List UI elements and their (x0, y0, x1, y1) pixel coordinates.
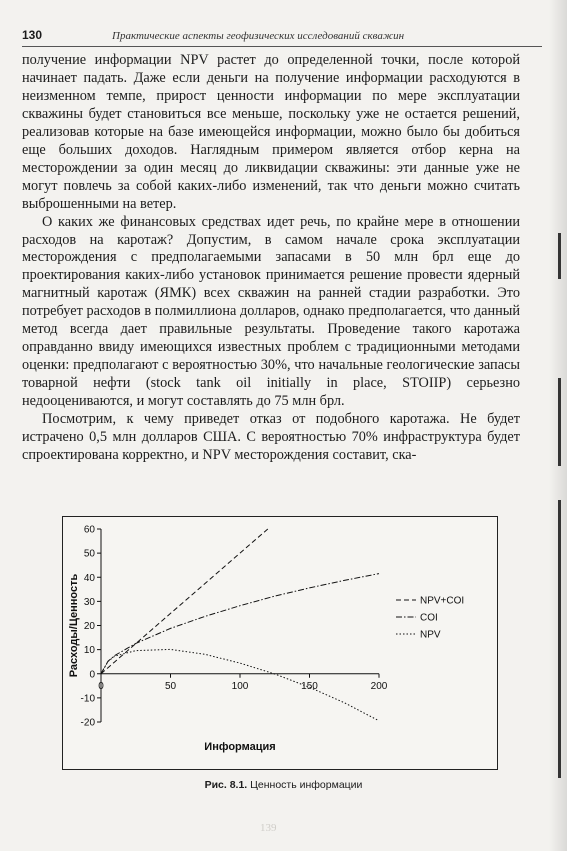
x-tick-label: 150 (301, 680, 318, 692)
header-rule (22, 46, 542, 47)
x-axis-label: Информация (204, 741, 276, 753)
x-tick-label: 100 (231, 680, 249, 692)
figure-frame (62, 516, 498, 770)
y-tick-label: 0 (89, 669, 95, 681)
y-tick-label: 50 (83, 548, 95, 560)
y-tick-label: 20 (83, 621, 95, 632)
legend-label: NPV+COI (420, 595, 465, 607)
margin-mark (558, 233, 561, 279)
y-tick-label: -10 (80, 693, 95, 705)
x-tick-label: 50 (164, 680, 177, 692)
y-axis-label: Расходы/Ценность (68, 573, 80, 678)
value-of-information-chart (63, 517, 497, 769)
caption-label: Рис. 8.1. (204, 779, 248, 791)
x-tick-label: 200 (370, 680, 388, 692)
y-tick-label: 30 (83, 596, 95, 608)
paragraph-1: получение информации NPV растет до определенной точки, после которой начинает падать. Даже если деньги на получение информации расходуются в неизменном темпе, прирост ценности информации по мере эксплуатации скважины будет становиться все меньше, поскольку уже не остается решений, реализовав которые на базе имеющейся информации, можно было бы добиться еще больших доходов. Наглядным примером является отбор керна на месторождении за один месяц до ликвидации скважины: эти данные уже не могут повлечь за собой каких-либо изменений, так что деньги можно считать выброшенными на ветер. (22, 52, 520, 212)
paragraph-3: Посмотрим, к чему приведет отказ от подобного каротажа. Не будет истрачено 0,5 млн долларов США. С вероятностью 70% инфраструктура будет спроектирована корректно, и NPV месторождения составит, ска- (22, 411, 520, 463)
figure-caption (0, 779, 567, 791)
page-number: 130 (22, 28, 43, 42)
series-line-npv-coi (101, 529, 268, 674)
caption-text: Ценность информации (250, 779, 363, 791)
margin-mark (558, 500, 561, 778)
running-head (22, 28, 542, 42)
body-text (22, 52, 520, 465)
y-tick-label: 60 (83, 524, 95, 536)
x-tick-label: 0 (98, 680, 104, 692)
bleed-through-page-number: 139 (260, 822, 277, 834)
legend-label: NPV (420, 629, 441, 641)
running-title: Практические аспекты геофизических исследований скважин (112, 30, 405, 42)
y-tick-label: 40 (83, 572, 95, 584)
legend-label: COI (420, 612, 438, 624)
series-line-coi (101, 574, 379, 674)
y-tick-label: 10 (83, 645, 95, 657)
paragraph-2: О каких же финансовых средствах идет речь, по крайне мере в отношении расходов на каротаж? Допустим, в самом начале срока эксплуатации месторождения с предполагаемыми запасами в 50 млн брл еще до проектирования каких-либо установок принимается решение провести ядерный магнитный каротаж (ЯМК) всех скважин на ранней стадии разработки. Это потребует расходов в полмиллиона долларов, однако предполагается, что данный метод всегда дает правильные результаты. Проведение такого каротажа оправданно ввиду имеющихся известных проблем с традиционными методами оценки: предполагают с вероятностью 30%, что начальные геологические запасы товарной нефти (stock tank oil initially in place, STOIIP) серьезно недооцениваются, и могут составлять до 75 млн брл. (22, 213, 520, 410)
margin-mark (558, 378, 561, 466)
y-tick-label: -20 (80, 717, 95, 729)
